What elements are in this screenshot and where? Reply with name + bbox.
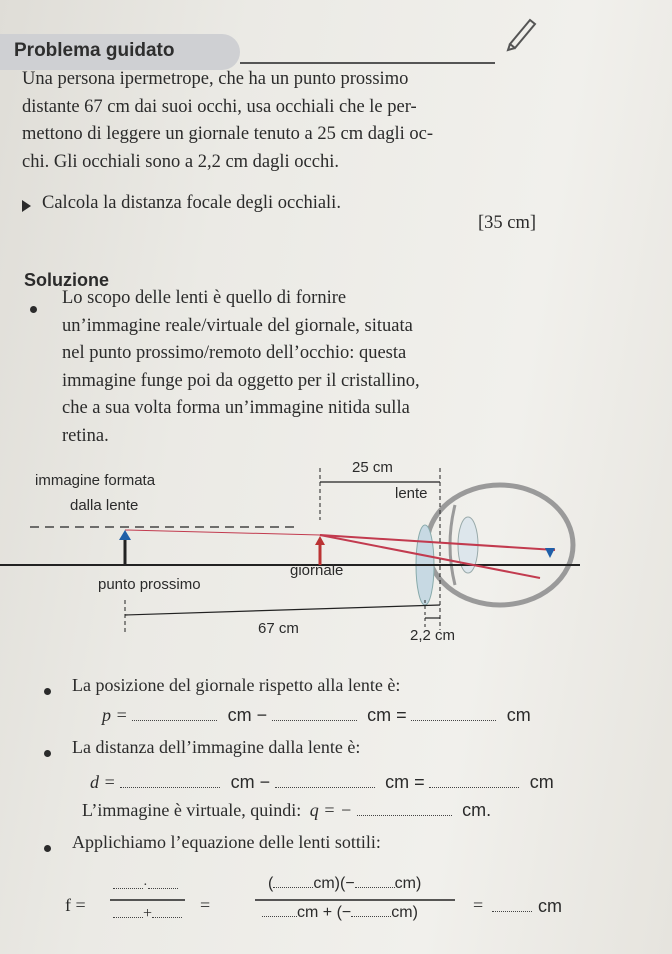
label-22cm: 2,2 cm [410,627,456,644]
equals-1: = [200,895,211,915]
label-25cm: 25 cm [352,459,393,476]
dimension-67cm [125,605,440,615]
retina-image-arrowhead [545,548,555,558]
solution-title: Soluzione [24,270,109,290]
solution-line: retina. [62,425,109,446]
solution-line: che a sua volta forma un’immagine nitida sulla [62,398,410,418]
step2-text: La distanza dell’immagine dalla lente è: [72,737,361,757]
numerator-right: ( cm)(− cm) [268,875,422,892]
step1-text: La posizione del giornale rispetto alla lente è: [72,675,401,695]
bullet-icon [44,688,51,695]
label-lens: lente [395,485,428,502]
blank[interactable] [429,787,519,788]
solution-line: nel punto prossimo/remoto dell’occhio: questa [62,343,407,363]
f-label: f = [65,895,86,915]
f-result: cm [492,896,562,917]
problem-line: mettono di leggere un giornale tenuto a 25 cm dagli oc- [22,124,433,144]
blank[interactable] [411,720,496,721]
label-newspaper: giornale [290,562,344,579]
task-arrow-icon [22,200,31,212]
label-image-1: immagine formata [35,472,156,489]
step1-equation: p = cm − cm = cm [102,705,531,725]
step2-equation: d = cm − cm = cm [90,772,554,792]
solution-line: un’immagine reale/virtuale del giornale, situata [62,315,413,336]
image-arrowhead [119,530,131,540]
problem-line: Una persona ipermetrope, che ha un punto prossimo [22,69,409,89]
label-near-point: punto prossimo [98,576,201,593]
solution-line: immagine funge poi da oggetto per il cristallino, [62,370,420,391]
blank[interactable] [132,720,217,721]
header-title: Problema guidato [14,40,175,61]
label-67cm: 67 cm [258,620,299,637]
blank[interactable] [275,787,375,788]
solution-line: Lo scopo delle lenti è quello di fornire [62,288,347,308]
bullet-icon [30,306,37,313]
bullet-icon [44,845,51,852]
eye-cornea [450,505,455,585]
label-image-2: dalla lente [70,497,139,514]
equals-2: = [473,895,484,915]
blank[interactable] [272,720,357,721]
task-text: Calcola la distanza focale degli occhiali. [42,193,341,213]
blank[interactable] [357,815,452,816]
step3-equation: L’immagine è virtuale, quindi: q = − cm. [82,800,492,820]
solution-bullet1 [62,285,420,450]
step4-text: Applichiamo l’equazione delle lenti sottili: [72,832,381,852]
problem-text [22,66,433,176]
header-rule [240,62,495,64]
ray-4 [125,530,320,535]
numerator-left: · [113,878,178,894]
problem-line: distante 67 cm dai suoi occhi, usa occhiali che le per- [22,96,417,117]
denominator-left: + [113,905,182,923]
pencil-icon [500,12,540,52]
answer: [35 cm] [478,213,537,233]
blank[interactable] [120,787,220,788]
problem-line: chi. Gli occhiali sono a 2,2 cm dagli occhi. [22,151,339,172]
denominator-right: cm + (− cm) [262,904,418,922]
newspaper-arrowhead [315,536,325,545]
bullet-icon [44,750,51,757]
